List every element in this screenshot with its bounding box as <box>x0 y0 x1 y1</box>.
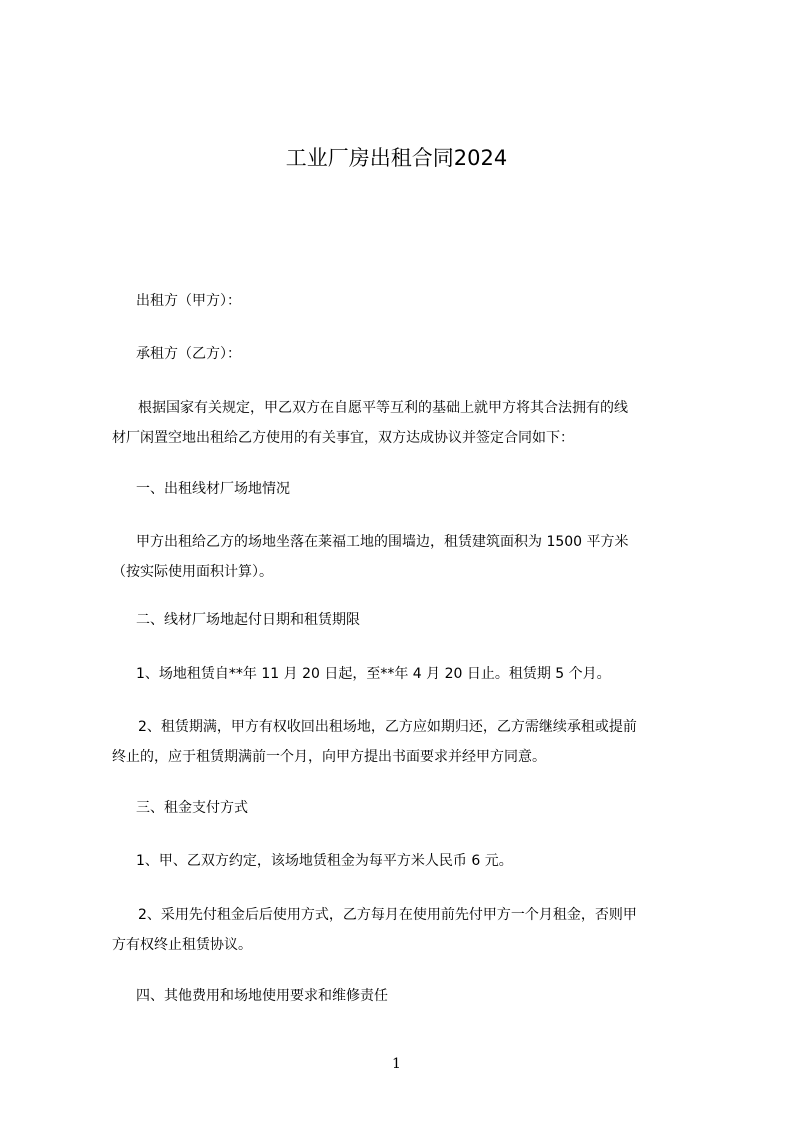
intro-paragraph <box>112 393 712 453</box>
section-4-heading: 四、其他费用和场地使用要求和维修责任 <box>136 988 388 1004</box>
section-3-item-2-line-1: 2、采用先付租金后后使用方式，乙方每月在使用前先付甲方一个月租金，否则甲 <box>138 907 637 923</box>
lessee-line: 承租方（乙方）： <box>136 346 241 362</box>
intro-line-1: 根据国家有关规定，甲乙双方在自愿平等互利的基础上就甲方将其合法拥有的线 <box>138 400 628 416</box>
section-2-heading: 二、线材厂场地起付日期和租赁期限 <box>136 612 360 628</box>
section-1-heading: 一、出租线材厂场地情况 <box>136 481 290 497</box>
section-2-item-1: 1、场地租赁自**年 11 月 20 日起，至**年 4 月 20 日止。租赁期 5 个月。 <box>136 666 611 682</box>
section-1-para-line-1: 甲方出租给乙方的场地坐落在莱福工地的围墙边，租赁建筑面积为 1500 平方米 <box>136 534 629 550</box>
section-2-item-2-line-2: 终止的，应于租赁期满前一个月，向甲方提出书面要求并经甲方同意。 <box>112 749 546 765</box>
section-3-heading: 三、租金支付方式 <box>136 800 248 816</box>
section-2-item-2 <box>112 712 712 772</box>
lessor-line: 出租方（甲方）： <box>136 293 241 309</box>
page-number: 1 <box>392 1056 401 1072</box>
section-3-item-2 <box>112 900 712 960</box>
section-3-item-2-line-2: 方有权终止租赁协议。 <box>112 937 252 953</box>
section-3-item-1: 1、甲、乙双方约定，该场地赁租金为每平方米人民币 6 元。 <box>136 853 513 869</box>
section-1-para-line-2: （按实际使用面积计算）。 <box>112 564 273 580</box>
intro-line-2: 材厂闲置空地出租给乙方使用的有关事宜，双方达成协议并签定合同如下： <box>112 430 574 446</box>
section-1-paragraph <box>112 527 712 587</box>
section-2-item-2-line-1: 2、租赁期满，甲方有权收回出租场地，乙方应如期归还，乙方需继续承租或提前 <box>138 719 637 735</box>
document-title: 工业厂房出租合同2024 <box>285 146 508 170</box>
